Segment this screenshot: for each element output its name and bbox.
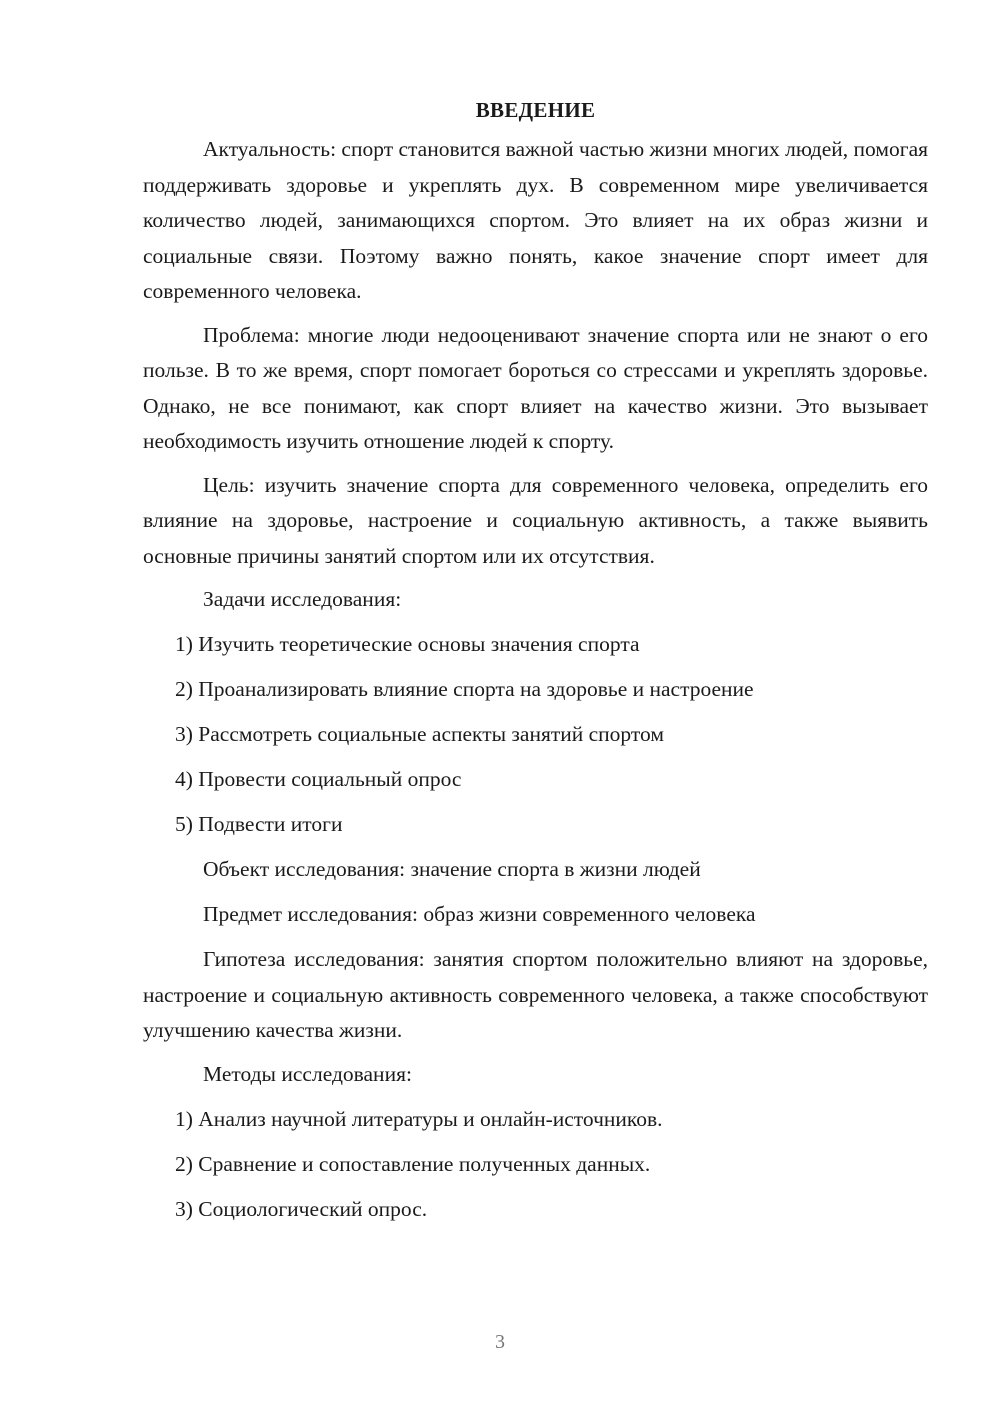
document-page — [143, 92, 928, 1237]
goal-paragraph: Цель: изучить значение спорта для современного человека, определить его влияние на здоровье, настроение и социальную активность, а также выявить основные причины занятий спортом или их отсутствия. — [143, 472, 928, 568]
page-number: 3 — [495, 1331, 505, 1353]
method-item: 3) Социологический опрос. — [175, 1196, 428, 1221]
research-subject: Предмет исследования: образ жизни современного человека — [203, 902, 756, 926]
problem-paragraph: Проблема: многие люди недооценивают значение спорта или не знают о его пользе. В то же время, спорт помогает бороться со стрессами и укреплять здоровье. Однако, не все понимают, как спорт влияет на качество жизни. Это вызывает необходимость изучить отношение людей к спорту. — [143, 322, 928, 453]
methods-title: Методы исследования: — [203, 1061, 412, 1086]
task-item: 1) Изучить теоретические основы значения спорта — [175, 632, 640, 656]
hypothesis-paragraph: Гипотеза исследования: занятия спортом положительно влияют на здоровье, настроение и социальную активность современного человека, а также способствуют улучшению качества жизни. — [143, 947, 928, 1042]
method-item: 1) Анализ научной литературы и онлайн-источников. — [175, 1106, 663, 1131]
relevance-paragraph: Актуальность: спорт становится важной частью жизни многих людей, помогая поддерживать здоровье и укреплять дух. В современном мире увеличивается количество людей, занимающихся спортом. Это влияет на их образ жизни и социальные связи. Поэтому важно понять, какое значение спорт имеет для современного человека. — [143, 137, 928, 303]
task-item: 2) Проанализировать влияние спорта на здоровье и настроение — [175, 677, 754, 701]
tasks-title: Задачи исследования: — [203, 587, 402, 611]
task-item: 5) Подвести итоги — [175, 812, 343, 836]
research-object: Объект исследования: значение спорта в жизни людей — [203, 857, 701, 881]
task-item: 3) Рассмотреть социальные аспекты занятий спортом — [175, 722, 664, 746]
page-title: ВВЕДЕНИЕ — [475, 98, 596, 122]
task-item: 4) Провести социальный опрос — [175, 767, 462, 791]
method-item: 2) Сравнение и сопоставление полученных данных. — [175, 1151, 651, 1176]
